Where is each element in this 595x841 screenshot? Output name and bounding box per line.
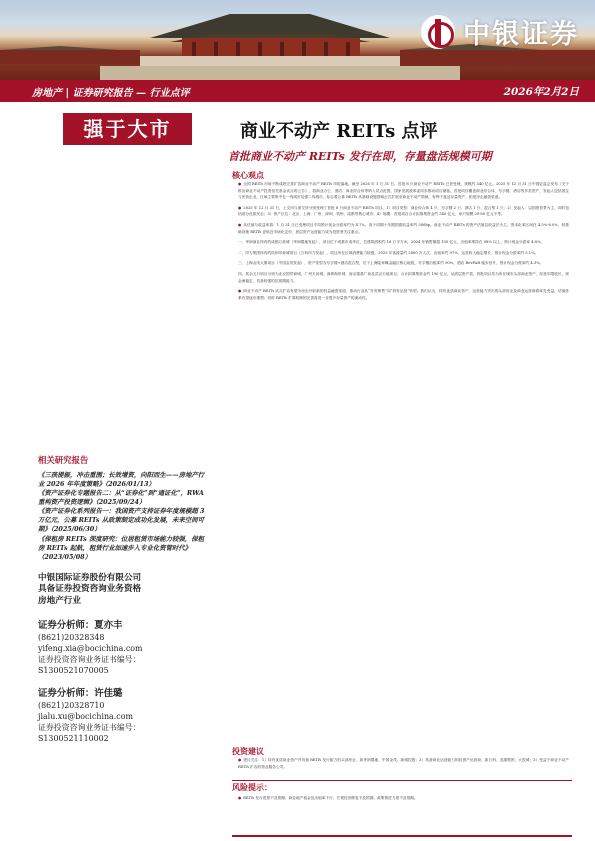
analyst-block bbox=[38, 619, 208, 676]
paragraph: 三、上海金茂大厦项目（中国金茂发起），资产类型为写字楼+酒店混合型，位于上海陆家嘴金融区核心地段，写字楼出租率约 90%，酒店 RevPAR 稳步回升，预计现金分派率约 4.3%。 bbox=[238, 261, 544, 266]
paragraph: ● 从估值与收益率看：1 月 31 日已受理项目平均预计现金分派率约为 4.7%，高于同期十年期国债收益率约 300bp。商业不动产 REITs 的资产估值以收益法为主，资本化率区间在 4.5%-6.0%，较基础设施 REITs 更贴近市场化定价，底层资产运营能力成为投资者关注重点。 bbox=[238, 222, 570, 234]
meta-bar bbox=[0, 80, 595, 102]
analyst-block bbox=[38, 687, 208, 744]
paragraph: 二、印力集团持有的杭州印象城项目（万科印力发起），项目所在区域消费能力较强，2025 年客流量约 2800 万人次，出租率约 97%，运营收入稳定增长，预计现金分派率约 5.1%。 bbox=[238, 250, 539, 255]
logo-text: 中银证券 bbox=[463, 19, 579, 50]
header-banner bbox=[0, 0, 595, 80]
key-points-body bbox=[238, 181, 569, 305]
analyst-email[interactable]: yifeng.xia@bocichina.com bbox=[38, 643, 143, 653]
paragraph: ● 商业不动产 REITs 试点扩容有望为房企开辟新的权益融资渠道，推动行业从“开发销售”向“持有运营”转型。我们认为，持有优质商业资产、运营能力突出的头部房企及商业运营商将率先受益，估值体系有望逐步重塑；同时 REITs 扩募机制的完善将进一步提升存量资产的流动性。 bbox=[238, 289, 569, 300]
related-report: 《保租房 REITs 深度研究：位居租赁市场能力较强，保租房 REITs 起航，租赁行业加速步入专业化资管时代》（2023/05/08） bbox=[38, 534, 204, 561]
investment-heading: 投资建议 bbox=[232, 746, 264, 756]
report-date: 2026年2月2日 bbox=[503, 86, 579, 98]
sidebar bbox=[38, 455, 208, 744]
risk-body: ● REITs 发行进度不及预期；商业地产租金及出租率下行；宏观经济修复不及预期；政策推进力度不及预期。 bbox=[238, 796, 418, 800]
analyst-phone: (8621)20328348 bbox=[38, 632, 105, 642]
report-title: 商业不动产 REITs 点评 bbox=[240, 121, 438, 142]
analyst-email[interactable]: jialu.xu@bocichina.com bbox=[38, 712, 133, 722]
organization-info: 中银国际证券股份有限公司 具备证券投资咨询业务资格 房地产行业 bbox=[38, 572, 142, 607]
rating-badge: 强于大市 bbox=[63, 113, 192, 145]
related-report: 《资产证券化专题报告二：从“证券化”到“通证化”，RWA 重构资产投资逻辑》（2025/09/24） bbox=[38, 489, 204, 507]
paragraph: 一、华润商业持有的成都万象城（华润置地发起），项目位于成都市成华区，总建筑面积约 16 万平方米，2024 年销售额超 100 亿元，出租率维持在 98% 以上，预计现金分派率 4.8%。 bbox=[238, 240, 545, 245]
report-subtitle: 首批商业不动产 REITs 发行在即，存量盘活规模可期 bbox=[228, 150, 492, 163]
investment-body: ● 建议关注：1）持有优质商业资产并具备 REITs 发行能力的头部房企，如华润置地、中国金茂、新城控股；2）具备商业运营能力的轻资产运营商，如万科、龙湖集团、大悦城；3）受益于商业不动产 REITs 扩容的物业服务公司。 bbox=[238, 758, 570, 769]
analyst-license: 证券投资咨询业务证书编号：S1300521110002 bbox=[38, 723, 141, 744]
analyst-name: 证券分析师：许佳璐 bbox=[38, 688, 123, 700]
risk-heading: 风险提示： bbox=[232, 782, 272, 792]
related-report: 《资产证券化系列报告一：我国资产支持证券年度规模超 3 万亿元，公募 REITs 从政策制定成功化发展，未来空间可期》（2025/06/30） bbox=[38, 507, 205, 534]
paragraph: 四、其余五只项目分别为北京国贸商城、广州天河城、深圳海岸城、南京德基广场及武汉天地项目，合计拟募集资金约 190 亿元。从底层资产看，首批项目均为所在城市头部商业资产，经营年限较长，现金流稳定，具备较强的抗周期能力。 bbox=[238, 271, 569, 283]
analyst-name: 证券分析师：夏亦丰 bbox=[38, 619, 123, 631]
report-category: 房地产 | 证券研究报告 — 行业点评 bbox=[32, 88, 190, 99]
paragraph: ● 2025 年 12 月 31 日，上交所与深交所分别受理了首批 8 只商业不动产 REITs 项目。1）项目类型：商业综合体 4 只、写字楼 2 只、酒店 1 只、混合型 1 只；2）发起人：以国资背景为主，同时包括部分优质民企；3）资产区位：北京、上海、广州、深圳、杭州、成都等核心城市；4）规模：首批项目合计拟募集资金约 340 亿元，单只规模 20-80 亿元不等。 bbox=[238, 205, 570, 217]
footer-rule bbox=[232, 835, 572, 837]
paragraph: ● 全国 REITs 市场不断成熟完善扩容商业不动产 REITs 申报落地。截至 2026 年 1 月 31 日，首批 8 只商业不动产 REITs 已获受理，规模约 340 亿元。2025 年 12 月 31 日中国证监会发布《关于推出商业不动产投资信托基金试点的公告》，将商业办公、酒店、商业综合体等纳入试点范围，国家发展改革委同步推动项目储备。首批项目覆盖商业综合体、写字楼、酒店等多类资产，发起人包括国企与民营企业，区域主要集中在一线城市及强二线城市，标志着公募 REITs 从基础设施领域正式扩展至商业不动产领域，有利于盘活存量资产、拓宽房企融资渠道。 bbox=[238, 182, 569, 200]
related-report: 《三孩提振，冲击重围；长效增资，向阳而生——房地产行业 2026 年年度策略》（2026/01/13） bbox=[38, 470, 205, 489]
analyst-phone: (8621)20328710 bbox=[38, 701, 105, 711]
bank-of-china-logo-icon bbox=[421, 15, 455, 49]
key-points-heading: 核心观点 bbox=[232, 170, 264, 180]
related-reports-heading: 相关研究报告 bbox=[38, 455, 89, 465]
company-logo bbox=[421, 12, 579, 51]
analyst-license: 证券投资咨询业务证书编号：S1300521070005 bbox=[38, 654, 141, 675]
